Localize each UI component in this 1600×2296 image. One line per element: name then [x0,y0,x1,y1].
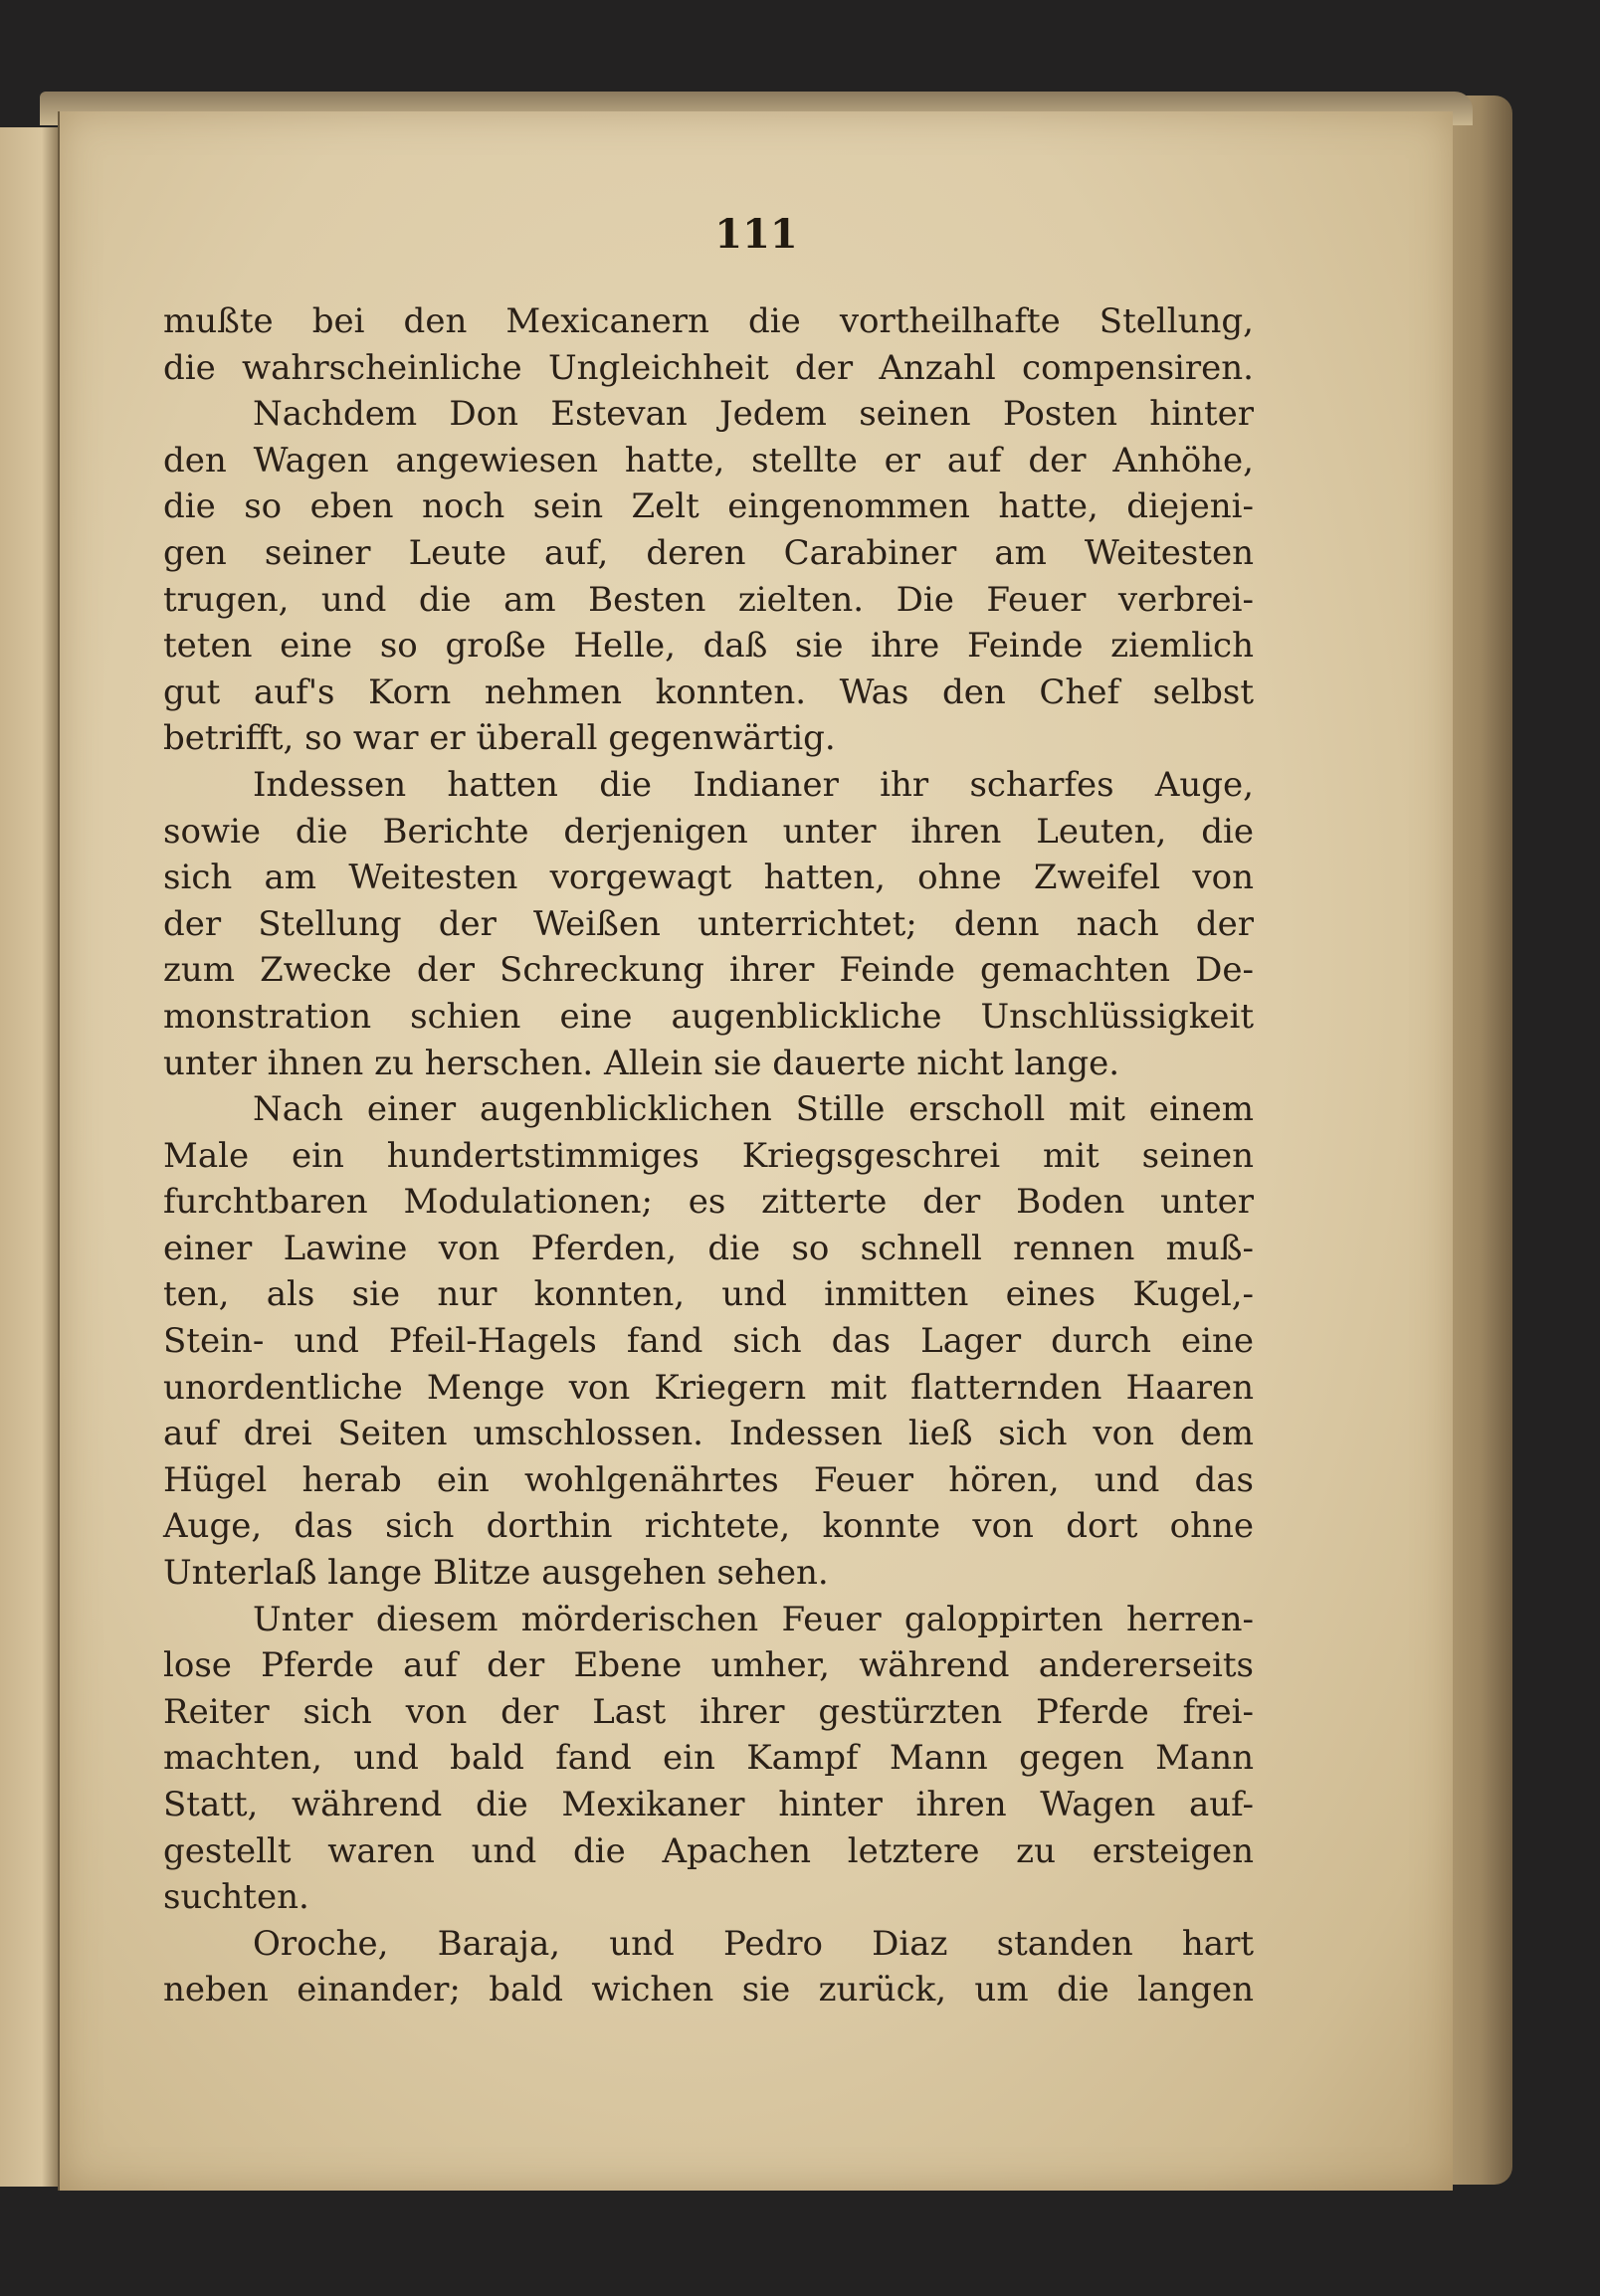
text-line: Nach einer augenblicklichen Stille erscholl mit einem [253,1089,1254,1130]
text-line: den Wagen angewiesen hatte, stellte er auf der Anhöhe, [163,440,1254,480]
text-line: unordentliche Menge von Kriegern mit flatternden Haaren [163,1367,1254,1408]
text-line: mußte bei den Mexicanern die vortheilhafte Stellung, [163,301,1254,341]
text-line: Auge, das sich dorthin richtete, konnte von dort ohne [163,1506,1254,1547]
text-line: auf drei Seiten umschlossen. Indessen ließ sich von dem [163,1414,1254,1454]
book-page [58,111,1453,2191]
text-line: trugen, und die am Besten zielten. Die Feuer verbrei- [163,579,1254,620]
text-line: der Stellung der Weißen unterrichtet; denn nach der [163,903,1254,944]
text-line: Indessen hatten die Indianer ihr scharfes Auge, [253,764,1254,805]
text-line: teten eine so große Helle, daß sie ihre Feinde ziemlich [163,626,1254,667]
text-line: zum Zwecke der Schreckung ihrer Feinde gemachten De- [163,950,1254,991]
text-line: Reiter sich von der Last ihrer gestürzten Pferde frei- [163,1691,1254,1732]
text-line: gut auf's Korn nehmen konnten. Was den Chef selbst [163,671,1254,712]
text-line: Unter diesem mörderischen Feuer galoppirten herren- [253,1599,1254,1639]
page-number: 111 [714,211,798,258]
text-line: Oroche, Baraja, und Pedro Diaz standen hart [253,1923,1254,1964]
text-line: monstration schien eine augenblickliche Unschlüssigkeit [163,996,1254,1037]
text-line: sowie die Berichte derjenigen unter ihren Leuten, die [163,811,1254,852]
left-page-edge [0,127,63,2187]
text-line: gestellt waren und die Apachen letztere zu ersteigen [163,1830,1254,1871]
text-line: die wahrscheinliche Ungleichheit der Anzahl compensiren. [163,347,1254,388]
text-line: Male ein hundertstimmiges Kriegsgeschrei mit seinen [163,1135,1254,1176]
text-line: unter ihnen zu herschen. Allein sie dauerte nicht lange. [163,1043,1120,1083]
text-line: neben einander; bald wichen sie zurück, um die langen [163,1970,1254,2010]
body-text [163,298,1254,2013]
text-line: gen seiner Leute auf, deren Carabiner am Weitesten [163,532,1254,573]
text-line: Nachdem Don Estevan Jedem seinen Posten hinter [253,394,1254,435]
text-line: machten, und bald fand ein Kampf Mann gegen Mann [163,1738,1254,1779]
text-line: die so eben noch sein Zelt eingenommen hatte, diejeni- [163,486,1254,527]
text-line: betrifft, so war er überall gegenwärtig. [163,718,836,759]
text-line: einer Lawine von Pferden, die so schnell rennen muß- [163,1228,1254,1268]
text-line: ten, als sie nur konnten, und inmitten eines Kugel,- [163,1274,1254,1315]
text-line: furchtbaren Modulationen; es zitterte der Boden unter [163,1182,1254,1223]
text-line: sich am Weitesten vorgewagt hatten, ohne Zweifel von [163,858,1254,898]
text-line: Hügel herab ein wohlgenährtes Feuer hören, und das [163,1459,1254,1500]
text-line: Unterlaß lange Blitze ausgehen sehen. [163,1553,829,1594]
text-line: suchten. [163,1877,309,1918]
text-line: Statt, während die Mexikaner hinter ihren Wagen auf- [163,1785,1254,1824]
text-line: Stein- und Pfeil-Hagels fand sich das Lager durch eine [163,1321,1254,1362]
text-line: lose Pferde auf der Ebene umher, während andererseits [163,1645,1254,1686]
